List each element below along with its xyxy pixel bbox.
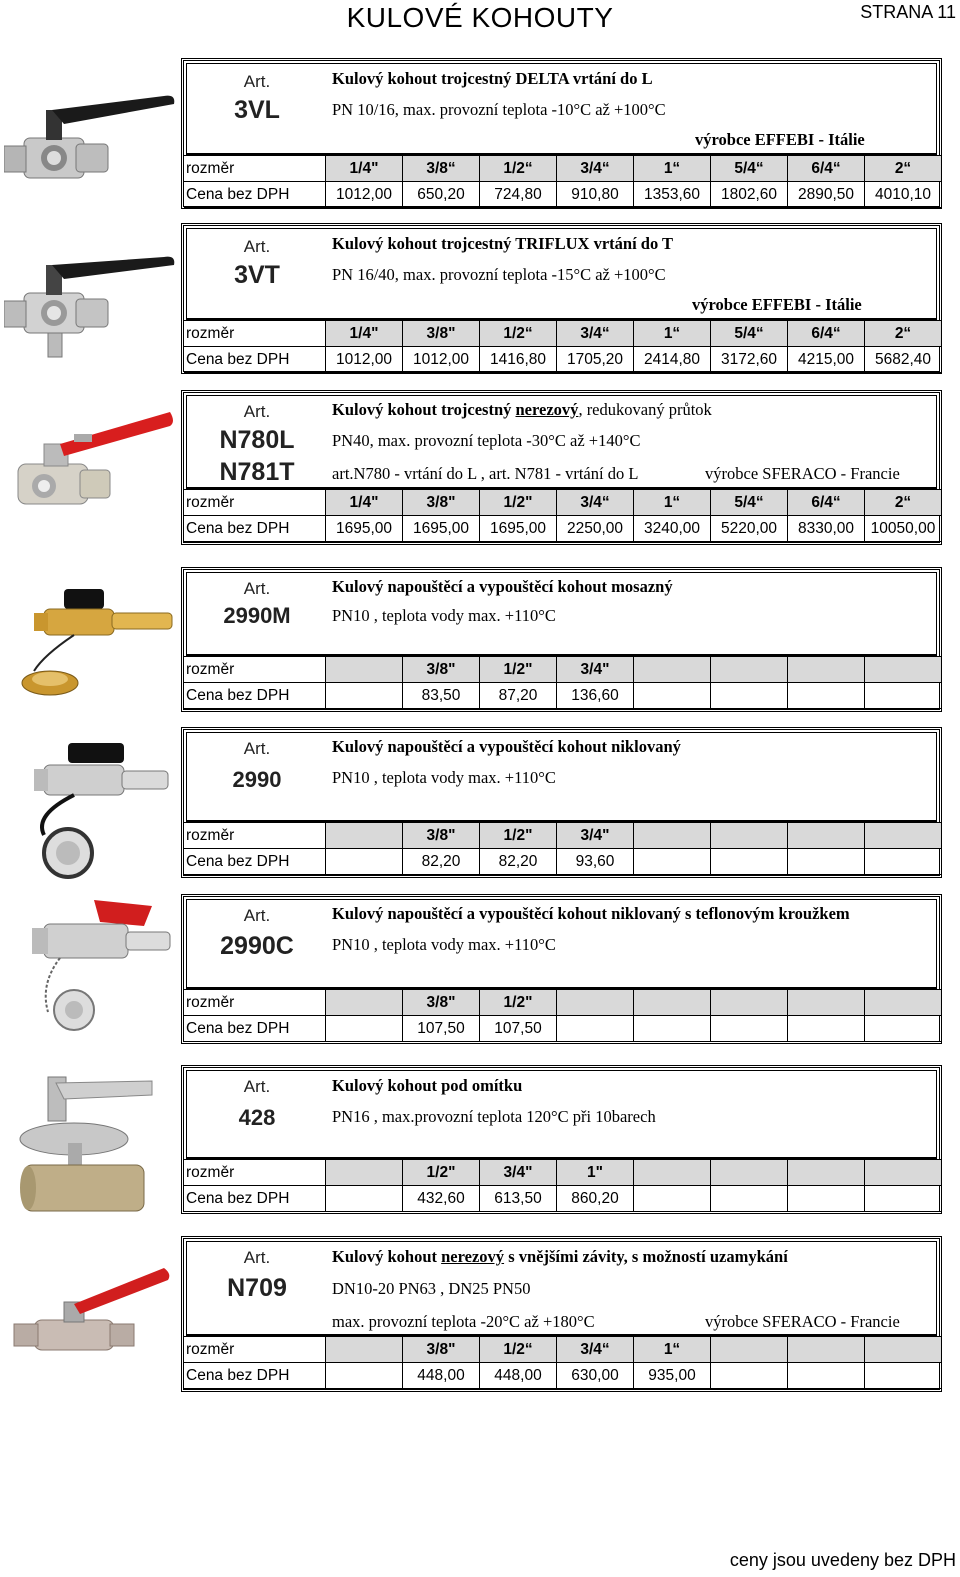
size-cell [634, 990, 711, 1016]
title-part: s vnějšími závity, s možností uzamykání [504, 1247, 788, 1266]
price-table [184, 656, 942, 709]
product-title: Kulový kohout trojcestný DELTA vrtání do L [332, 69, 653, 88]
size-cell: 3/8" [403, 321, 480, 347]
art-label: Art. [243, 579, 271, 598]
size-cell [788, 1337, 865, 1363]
size-cell [711, 1337, 788, 1363]
product-title: Kulový kohout pod omítku [332, 1076, 523, 1095]
price-cell: 1012,00 [403, 347, 480, 373]
size-cell: 6/4“ [788, 490, 865, 516]
price-label: Cena bez DPH [184, 849, 326, 875]
product-title: Kulový kohout trojcestný TRIFLUX vrtání do T [332, 234, 674, 253]
manufacturer: výrobce SFERACO - Francie [705, 1312, 900, 1331]
size-cell: 3/4“ [557, 156, 634, 182]
price-cell: 93,60 [557, 849, 634, 875]
size-cell: 1/2“ [480, 1337, 557, 1363]
price-row [184, 683, 942, 709]
size-cell: 3/8“ [403, 156, 480, 182]
price-table [184, 155, 942, 208]
size-cell [634, 823, 711, 849]
size-label: rozměr [184, 1337, 326, 1363]
size-cell: 1/2“ [480, 321, 557, 347]
price-cell: 448,00 [403, 1363, 480, 1389]
price-cell [711, 1186, 788, 1212]
art-label: Art. [243, 1248, 271, 1267]
size-cell [865, 990, 942, 1016]
size-label: rozměr [184, 990, 326, 1016]
product-title: Kulový napouštěcí a vypouštěcí kohout mosazný [332, 577, 673, 596]
page-title: KULOVÉ KOHOUTY [346, 2, 614, 33]
price-cell: 136,60 [557, 683, 634, 709]
title-part: Kulový kohout [332, 1247, 442, 1266]
price-cell: 650,20 [403, 182, 480, 208]
nickel-drain-valve-red-handle-photo [4, 894, 176, 1042]
size-label: rozměr [184, 321, 326, 347]
size-cell: 1" [557, 1160, 634, 1186]
price-cell [557, 1016, 634, 1042]
product-spec-temp: max. provozní teplota -20°C až +180°C [332, 1312, 595, 1331]
price-cell: 3172,60 [711, 347, 788, 373]
footer-note: ceny jsou uvedeny bez DPH [729, 1550, 956, 1570]
price-cell [788, 1186, 865, 1212]
size-cell: 1“ [634, 490, 711, 516]
price-cell [788, 1016, 865, 1042]
price-cell: 1012,00 [326, 347, 403, 373]
price-cell: 432,60 [403, 1186, 480, 1212]
price-cell: 83,50 [403, 683, 480, 709]
size-label: rozměr [184, 657, 326, 683]
price-cell [326, 849, 403, 875]
price-cell: 1695,00 [480, 516, 557, 542]
price-cell: 935,00 [634, 1363, 711, 1389]
price-cell: 4010,10 [865, 182, 942, 208]
size-cell: 3/8" [403, 990, 480, 1016]
price-cell: 10050,00 [865, 516, 942, 542]
size-cell: 1“ [634, 321, 711, 347]
price-cell: 448,00 [480, 1363, 557, 1389]
size-cell: 5/4“ [711, 156, 788, 182]
size-cell: 1/4" [326, 156, 403, 182]
art-label: Art. [243, 906, 271, 925]
art-code: 428 [238, 1105, 276, 1130]
product-spec: PN16 , max.provozní teplota 120°C při 10barech [332, 1107, 656, 1126]
price-cell [634, 849, 711, 875]
size-cell: 1“ [634, 1337, 711, 1363]
size-label: rozměr [184, 823, 326, 849]
size-cell: 3/8" [403, 1337, 480, 1363]
price-cell [711, 849, 788, 875]
price-cell [788, 1363, 865, 1389]
size-cell [865, 1337, 942, 1363]
price-cell: 5682,40 [865, 347, 942, 373]
size-cell [326, 990, 403, 1016]
size-cell [788, 657, 865, 683]
price-cell [634, 1186, 711, 1212]
price-cell [865, 849, 942, 875]
product-title [332, 1247, 788, 1267]
price-table [184, 1336, 942, 1389]
size-cell [788, 823, 865, 849]
price-cell [865, 1186, 942, 1212]
art-label: Art. [243, 72, 271, 91]
size-cell [865, 823, 942, 849]
size-cell: 1/4" [326, 490, 403, 516]
size-cell: 1/2" [480, 823, 557, 849]
price-cell: 1695,00 [403, 516, 480, 542]
price-table [184, 1159, 942, 1212]
price-cell: 3240,00 [634, 516, 711, 542]
size-cell: 3/8" [403, 657, 480, 683]
price-cell: 107,50 [403, 1016, 480, 1042]
price-cell: 1416,80 [480, 347, 557, 373]
art-label: Art. [243, 1077, 271, 1096]
price-table [184, 320, 942, 373]
size-label: rozměr [184, 1160, 326, 1186]
art-label: Art. [243, 237, 271, 256]
price-row [184, 1186, 942, 1212]
price-cell [634, 1016, 711, 1042]
size-cell: 1/2" [480, 990, 557, 1016]
price-row [184, 1016, 942, 1042]
product-title: Kulový napouštěcí a vypouštěcí kohout niklovaný [332, 737, 681, 756]
size-row [184, 823, 942, 849]
product-spec: PN10 , teplota vody max. +110°C [332, 606, 556, 625]
size-row [184, 1160, 942, 1186]
size-cell: 3/4" [557, 823, 634, 849]
size-cell: 1“ [634, 156, 711, 182]
price-cell: 107,50 [480, 1016, 557, 1042]
price-label: Cena bez DPH [184, 1016, 326, 1042]
price-table [184, 989, 942, 1042]
price-cell: 82,20 [480, 849, 557, 875]
price-cell: 724,80 [480, 182, 557, 208]
price-cell: 4215,00 [788, 347, 865, 373]
size-cell: 3/8" [403, 823, 480, 849]
ball-valve-3way-photo [4, 243, 176, 363]
price-cell [326, 683, 403, 709]
product-spec: PN 16/40, max. provozní teplota -15°C až +100°C [332, 265, 666, 284]
stainless-valve-photo [4, 404, 176, 524]
art-label: Art. [243, 739, 271, 758]
price-cell [326, 1363, 403, 1389]
art-code: N781T [219, 458, 295, 486]
size-cell: 3/4“ [557, 1337, 634, 1363]
price-cell: 2250,00 [557, 516, 634, 542]
price-cell [634, 683, 711, 709]
art-code: 3VT [234, 261, 280, 289]
price-cell [865, 683, 942, 709]
size-cell: 3/4" [480, 1160, 557, 1186]
size-cell: 3/8" [403, 490, 480, 516]
size-cell [326, 1337, 403, 1363]
size-row [184, 156, 942, 182]
price-cell: 1695,00 [326, 516, 403, 542]
product-variant-note: art.N780 - vrtání do L , art. N781 - vrtání do L [332, 464, 639, 483]
price-cell: 860,20 [557, 1186, 634, 1212]
price-cell: 1802,60 [711, 182, 788, 208]
size-label: rozměr [184, 156, 326, 182]
size-cell: 3/4“ [557, 321, 634, 347]
manufacturer: výrobce SFERACO - Francie [705, 464, 900, 483]
size-cell: 1/2“ [480, 156, 557, 182]
size-cell: 1/2" [403, 1160, 480, 1186]
size-cell: 6/4“ [788, 156, 865, 182]
price-label: Cena bez DPH [184, 1186, 326, 1212]
product-spec: DN10-20 PN63 , DN25 PN50 [332, 1279, 531, 1298]
price-cell: 613,50 [480, 1186, 557, 1212]
price-row [184, 1363, 942, 1389]
price-row [184, 182, 942, 208]
price-label: Cena bez DPH [184, 182, 326, 208]
price-table [184, 489, 942, 542]
product-title: Kulový napouštěcí a vypouštěcí kohout niklovaný s teflonovým kroužkem [332, 904, 850, 923]
price-label: Cena bez DPH [184, 347, 326, 373]
size-cell: 2“ [865, 156, 942, 182]
price-cell: 1012,00 [326, 182, 403, 208]
price-label: Cena bez DPH [184, 516, 326, 542]
size-cell [557, 990, 634, 1016]
size-cell [634, 657, 711, 683]
price-cell [865, 1363, 942, 1389]
price-cell: 82,20 [403, 849, 480, 875]
brass-drain-valve-photo [4, 575, 176, 703]
size-row [184, 321, 942, 347]
manufacturer: výrobce EFFEBI - Itálie [695, 130, 865, 149]
title-part: , redukovaný průtok [578, 400, 712, 419]
size-cell [788, 1160, 865, 1186]
size-cell: 5/4“ [711, 490, 788, 516]
size-cell: 2“ [865, 490, 942, 516]
size-cell: 2“ [865, 321, 942, 347]
price-cell: 87,20 [480, 683, 557, 709]
ball-valve-3way-photo [4, 88, 176, 208]
concealed-valve-photo [4, 1073, 176, 1215]
price-cell: 5220,00 [711, 516, 788, 542]
size-cell [326, 823, 403, 849]
product-title [332, 400, 712, 420]
art-code: 2990 [232, 767, 282, 792]
art-code: 3VL [234, 96, 280, 124]
price-label: Cena bez DPH [184, 1363, 326, 1389]
size-cell [711, 823, 788, 849]
manufacturer: výrobce EFFEBI - Itálie [692, 295, 862, 314]
size-cell: 3/4“ [557, 490, 634, 516]
price-cell [711, 1363, 788, 1389]
price-cell: 1353,60 [634, 182, 711, 208]
size-cell: 1/4" [326, 321, 403, 347]
size-cell [711, 990, 788, 1016]
title-underlined: nerezový [515, 400, 579, 419]
price-cell [788, 683, 865, 709]
art-label: Art. [243, 402, 271, 421]
title-underlined: nerezový [441, 1247, 505, 1266]
price-cell: 8330,00 [788, 516, 865, 542]
size-row [184, 1337, 942, 1363]
size-cell [865, 1160, 942, 1186]
size-cell [711, 1160, 788, 1186]
price-cell [788, 849, 865, 875]
price-cell: 910,80 [557, 182, 634, 208]
nickel-drain-valve-photo [4, 735, 176, 880]
product-spec: PN10 , teplota vody max. +110°C [332, 768, 556, 787]
art-code: 2990M [223, 603, 291, 628]
price-cell: 1705,20 [557, 347, 634, 373]
product-spec: PN40, max. provozní teplota -30°C až +140°C [332, 431, 641, 450]
size-row [184, 490, 942, 516]
price-row [184, 347, 942, 373]
size-cell: 6/4“ [788, 321, 865, 347]
price-table [184, 822, 942, 875]
price-cell [865, 1016, 942, 1042]
stainless-lockable-valve-photo [4, 1260, 176, 1370]
price-cell [326, 1016, 403, 1042]
price-cell [326, 1186, 403, 1212]
price-cell: 630,00 [557, 1363, 634, 1389]
price-cell [711, 1016, 788, 1042]
price-cell: 2890,50 [788, 182, 865, 208]
size-cell [634, 1160, 711, 1186]
title-part: Kulový kohout trojcestný [332, 400, 516, 419]
size-cell [326, 1160, 403, 1186]
art-code: 2990C [220, 932, 294, 960]
price-cell: 2414,80 [634, 347, 711, 373]
size-row [184, 657, 942, 683]
size-cell: 1/2" [480, 490, 557, 516]
page-number: STRANA 11 [860, 2, 956, 22]
size-cell: 5/4“ [711, 321, 788, 347]
price-row [184, 516, 942, 542]
price-label: Cena bez DPH [184, 683, 326, 709]
size-cell [865, 657, 942, 683]
art-code: N780L [219, 426, 295, 454]
product-spec: PN10 , teplota vody max. +110°C [332, 935, 556, 954]
product-spec: PN 10/16, max. provozní teplota -10°C až +100°C [332, 100, 666, 119]
price-row [184, 849, 942, 875]
price-cell [711, 683, 788, 709]
size-cell: 1/2" [480, 657, 557, 683]
size-row [184, 990, 942, 1016]
size-cell [711, 657, 788, 683]
size-cell [788, 990, 865, 1016]
art-code: N709 [227, 1274, 287, 1302]
size-label: rozměr [184, 490, 326, 516]
size-cell: 3/4" [557, 657, 634, 683]
size-cell [326, 657, 403, 683]
